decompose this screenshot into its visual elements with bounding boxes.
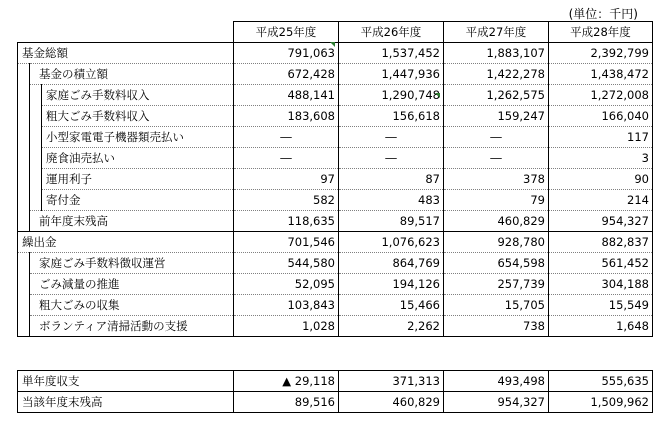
value-cell: 52,095 bbox=[234, 274, 339, 295]
summary-value: 371,313 bbox=[339, 371, 444, 392]
value-cell: 3 bbox=[549, 148, 653, 169]
summary-value: 954,327 bbox=[444, 392, 549, 413]
value-cell: 1,422,278 bbox=[444, 64, 549, 85]
value-cell: ― bbox=[444, 148, 549, 169]
value-cell: 882,837 bbox=[549, 232, 653, 253]
value-cell: 1,438,472 bbox=[549, 64, 653, 85]
value-cell: 488,141 bbox=[234, 85, 339, 106]
indent-cell bbox=[18, 127, 30, 148]
value-cell: ― bbox=[444, 127, 549, 148]
indent-cell bbox=[18, 316, 30, 337]
year-header: 平成28年度 bbox=[549, 22, 653, 43]
summary-table bbox=[17, 370, 653, 413]
row-label: 粗大ごみの収集 bbox=[30, 295, 234, 316]
indent-cell bbox=[18, 211, 30, 232]
value-cell: 1,076,623 bbox=[339, 232, 444, 253]
table-row bbox=[18, 190, 653, 211]
indent-cell bbox=[18, 295, 30, 316]
value-cell: 118,635 bbox=[234, 211, 339, 232]
value-cell: 1,537,452 bbox=[339, 43, 444, 64]
value-cell: 257,739 bbox=[444, 274, 549, 295]
row-label: 基金総額 bbox=[18, 43, 234, 64]
indent-cell bbox=[18, 190, 30, 211]
row-label: 家庭ごみ手数料徴収運営 bbox=[30, 253, 234, 274]
value-cell: 156,618 bbox=[339, 106, 444, 127]
value-cell: 87 bbox=[339, 169, 444, 190]
row-label: 前年度末残高 bbox=[30, 211, 234, 232]
value-cell: 791,063 bbox=[234, 43, 339, 64]
table-row bbox=[18, 64, 653, 85]
summary-label: 当該年度末残高 bbox=[18, 392, 234, 413]
value-cell: 15,705 bbox=[444, 295, 549, 316]
summary-value: 460,829 bbox=[339, 392, 444, 413]
row-label: 寄付金 bbox=[42, 190, 234, 211]
indent-cell bbox=[18, 64, 30, 85]
summary-value: ▲ 29,118 bbox=[234, 371, 339, 392]
summary-value: 493,498 bbox=[444, 371, 549, 392]
value-cell: 1,028 bbox=[234, 316, 339, 337]
year-header: 平成25年度 bbox=[234, 22, 339, 43]
value-cell: ― bbox=[339, 148, 444, 169]
table-row bbox=[18, 169, 653, 190]
table-row bbox=[18, 85, 653, 106]
indent-cell bbox=[18, 106, 30, 127]
row-label: 小型家電電子機器類売払い bbox=[42, 127, 234, 148]
indent-cell bbox=[18, 148, 30, 169]
cell-marker bbox=[330, 42, 335, 47]
indent-cell bbox=[18, 253, 30, 274]
row-label: 基金の積立額 bbox=[30, 64, 234, 85]
value-cell: ― bbox=[234, 127, 339, 148]
indent-cell bbox=[30, 190, 42, 211]
summary-row bbox=[18, 371, 653, 392]
row-label: ごみ減量の推進 bbox=[30, 274, 234, 295]
fund-table bbox=[17, 21, 653, 337]
value-cell: ― bbox=[339, 127, 444, 148]
value-cell: 89,517 bbox=[339, 211, 444, 232]
value-cell: 1,648 bbox=[549, 316, 653, 337]
value-cell: ― bbox=[234, 148, 339, 169]
value-cell: 672,428 bbox=[234, 64, 339, 85]
table-row bbox=[18, 232, 653, 253]
value-cell: 1,447,936 bbox=[339, 64, 444, 85]
value-cell: 561,452 bbox=[549, 253, 653, 274]
indent-cell bbox=[30, 85, 42, 106]
value-cell: 954,327 bbox=[549, 211, 653, 232]
value-cell: 701,546 bbox=[234, 232, 339, 253]
table-row bbox=[18, 211, 653, 232]
indent-cell bbox=[30, 169, 42, 190]
header-row bbox=[18, 22, 653, 43]
row-label: 家庭ごみ手数料収入 bbox=[42, 85, 234, 106]
value-cell: 460,829 bbox=[444, 211, 549, 232]
summary-value: 555,635 bbox=[549, 371, 653, 392]
table-row bbox=[18, 106, 653, 127]
indent-cell bbox=[18, 274, 30, 295]
table-row bbox=[18, 295, 653, 316]
unit-label: (単位：千円) bbox=[568, 7, 638, 21]
value-cell: 1,272,008 bbox=[549, 85, 653, 106]
indent-cell bbox=[30, 127, 42, 148]
table-row bbox=[18, 274, 653, 295]
value-cell: 214 bbox=[549, 190, 653, 211]
value-cell: 582 bbox=[234, 190, 339, 211]
value-cell: 97 bbox=[234, 169, 339, 190]
value-cell: 90 bbox=[549, 169, 653, 190]
value-cell: 928,780 bbox=[444, 232, 549, 253]
table-row bbox=[18, 43, 653, 64]
value-cell: 15,549 bbox=[549, 295, 653, 316]
year-header: 平成26年度 bbox=[339, 22, 444, 43]
summary-label: 単年度収支 bbox=[18, 371, 234, 392]
table-row bbox=[18, 253, 653, 274]
value-cell: 1,262,575 bbox=[444, 85, 549, 106]
value-cell: 194,126 bbox=[339, 274, 444, 295]
value-cell: 864,769 bbox=[339, 253, 444, 274]
row-label: 廃食油売払い bbox=[42, 148, 234, 169]
value-cell: 378 bbox=[444, 169, 549, 190]
summary-value: 89,516 bbox=[234, 392, 339, 413]
table-row bbox=[18, 127, 653, 148]
value-cell: 2,262 bbox=[339, 316, 444, 337]
value-cell: 304,188 bbox=[549, 274, 653, 295]
value-cell: 544,580 bbox=[234, 253, 339, 274]
year-header: 平成27年度 bbox=[444, 22, 549, 43]
value-cell: 1,290,748 bbox=[339, 85, 444, 106]
table-row bbox=[18, 148, 653, 169]
value-cell: 654,598 bbox=[444, 253, 549, 274]
summary-row bbox=[18, 392, 653, 413]
indent-cell bbox=[18, 85, 30, 106]
value-cell: 159,247 bbox=[444, 106, 549, 127]
row-label: 粗大ごみ手数料収入 bbox=[42, 106, 234, 127]
value-cell: 15,466 bbox=[339, 295, 444, 316]
table-row bbox=[18, 316, 653, 337]
value-cell: 103,843 bbox=[234, 295, 339, 316]
value-cell: 2,392,799 bbox=[549, 43, 653, 64]
value-cell: 1,883,107 bbox=[444, 43, 549, 64]
summary-value: 1,509,962 bbox=[549, 392, 653, 413]
indent-cell bbox=[18, 169, 30, 190]
row-label: 運用利子 bbox=[42, 169, 234, 190]
cell-marker bbox=[435, 93, 440, 98]
indent-cell bbox=[30, 106, 42, 127]
value-cell: 183,608 bbox=[234, 106, 339, 127]
indent-cell bbox=[30, 148, 42, 169]
value-cell: 79 bbox=[444, 190, 549, 211]
row-label: 繰出金 bbox=[18, 232, 234, 253]
value-cell: 166,040 bbox=[549, 106, 653, 127]
value-cell: 483 bbox=[339, 190, 444, 211]
value-cell: 117 bbox=[549, 127, 653, 148]
value-cell: 738 bbox=[444, 316, 549, 337]
row-label: ボランティア清掃活動の支援 bbox=[30, 316, 234, 337]
